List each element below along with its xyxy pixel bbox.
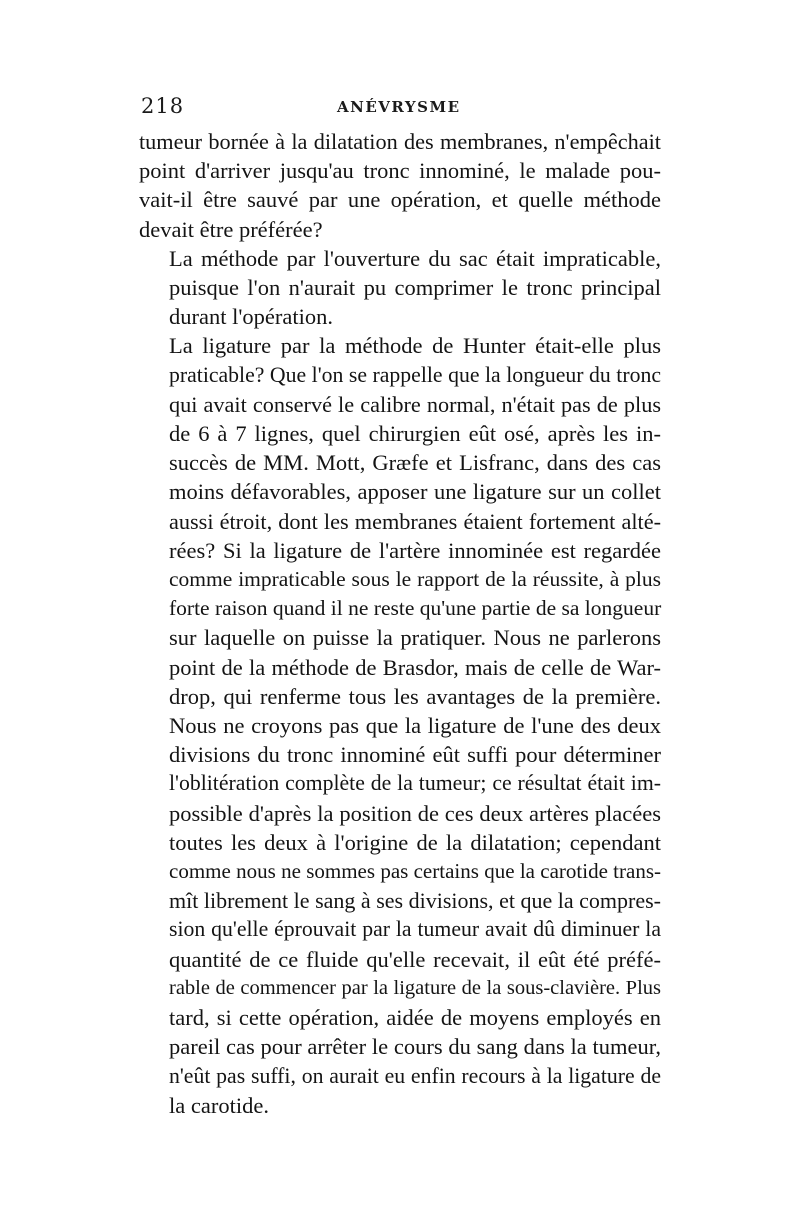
text-line: comme impraticable sous le rapport de la réussite, à plus [169, 567, 661, 592]
text-line: tumeur bornée à la dilatation des membranes, n'empêchait [139, 129, 661, 154]
text-line: qui avait conservé le calibre normal, n'était pas de plus [169, 391, 661, 417]
text-line: puisque l'on n'aurait pu comprimer le tronc principal [169, 275, 661, 301]
text-line: Nous ne croyons pas que la ligature de l'une des deux [169, 713, 661, 739]
text-line: La ligature par la méthode de Hunter était-elle plus [169, 333, 661, 359]
text-line: la carotide. [169, 1092, 269, 1118]
text-line: l'oblitération complète de la tumeur; ce résultat était im- [169, 771, 661, 796]
text-line: aussi étroit, dont les membranes étaient fortement alté- [169, 508, 661, 534]
paragraph [139, 244, 661, 332]
text-line: possible d'après la position de ces deux artères placées [169, 800, 661, 826]
page-number: 218 [141, 94, 185, 118]
text-line: comme nous ne sommes pas certains que la carotide trans- [169, 859, 661, 884]
text-line: toutes les deux à l'origine de la dilatation; cependant [169, 829, 661, 855]
text-line: pareil cas pour arrêter le cours du sang dans la tumeur, [169, 1034, 661, 1060]
text-line: sur laquelle on puisse la pratiquer. Nous ne parlerons [169, 625, 661, 651]
text-line: quantité de ce fluide qu'elle recevait, il eût été préfé- [169, 946, 661, 972]
running-head: ANÉVRYSME [337, 98, 461, 116]
text-line: mît librement le sang à ses divisions, et que la compres- [169, 888, 661, 914]
body-text [139, 127, 661, 1120]
text-line: de 6 à 7 lignes, quel chirurgien eût osé, après les in- [169, 421, 661, 447]
text-line: divisions du tronc innominé eût suffi pour déterminer [169, 742, 661, 768]
text-line: rées? Si la ligature de l'artère innominée est regardée [169, 537, 661, 563]
text-line: drop, qui renferme tous les avantages de la première. [169, 683, 661, 709]
text-line: La méthode par l'ouverture du sac était impraticable, [169, 245, 661, 271]
paragraph [139, 331, 661, 1119]
text-line: durant l'opération. [169, 304, 334, 330]
text-line: forte raison quand il ne reste qu'une partie de sa longueur [169, 596, 662, 621]
text-line: n'eût pas suffi, on aurait eu enfin recours à la ligature de [169, 1063, 661, 1088]
text-line: moins défavorables, apposer une ligature sur un collet [169, 479, 661, 505]
text-line: point d'arriver jusqu'au tronc innominé, le malade pou- [139, 158, 661, 184]
text-line: succès de MM. Mott, Græfe et Lisfranc, dans des cas [169, 450, 661, 476]
text-line: sion qu'elle éprouvait par la tumeur avait dû diminuer la [169, 917, 661, 942]
text-line: vait-il être sauvé par une opération, et quelle méthode [139, 187, 661, 213]
text-line: devait être préférée? [139, 216, 323, 242]
text-line: tard, si cette opération, aidée de moyens employés en [169, 1005, 661, 1031]
text-line: rable de commencer par la ligature de la sous-clavière. Plus [169, 976, 661, 999]
page-header [141, 94, 661, 120]
paragraph [139, 127, 661, 244]
text-line: praticable? Que l'on se rappelle que la longueur du tronc [169, 362, 661, 387]
text-line: point de la méthode de Brasdor, mais de celle de War- [169, 654, 661, 680]
